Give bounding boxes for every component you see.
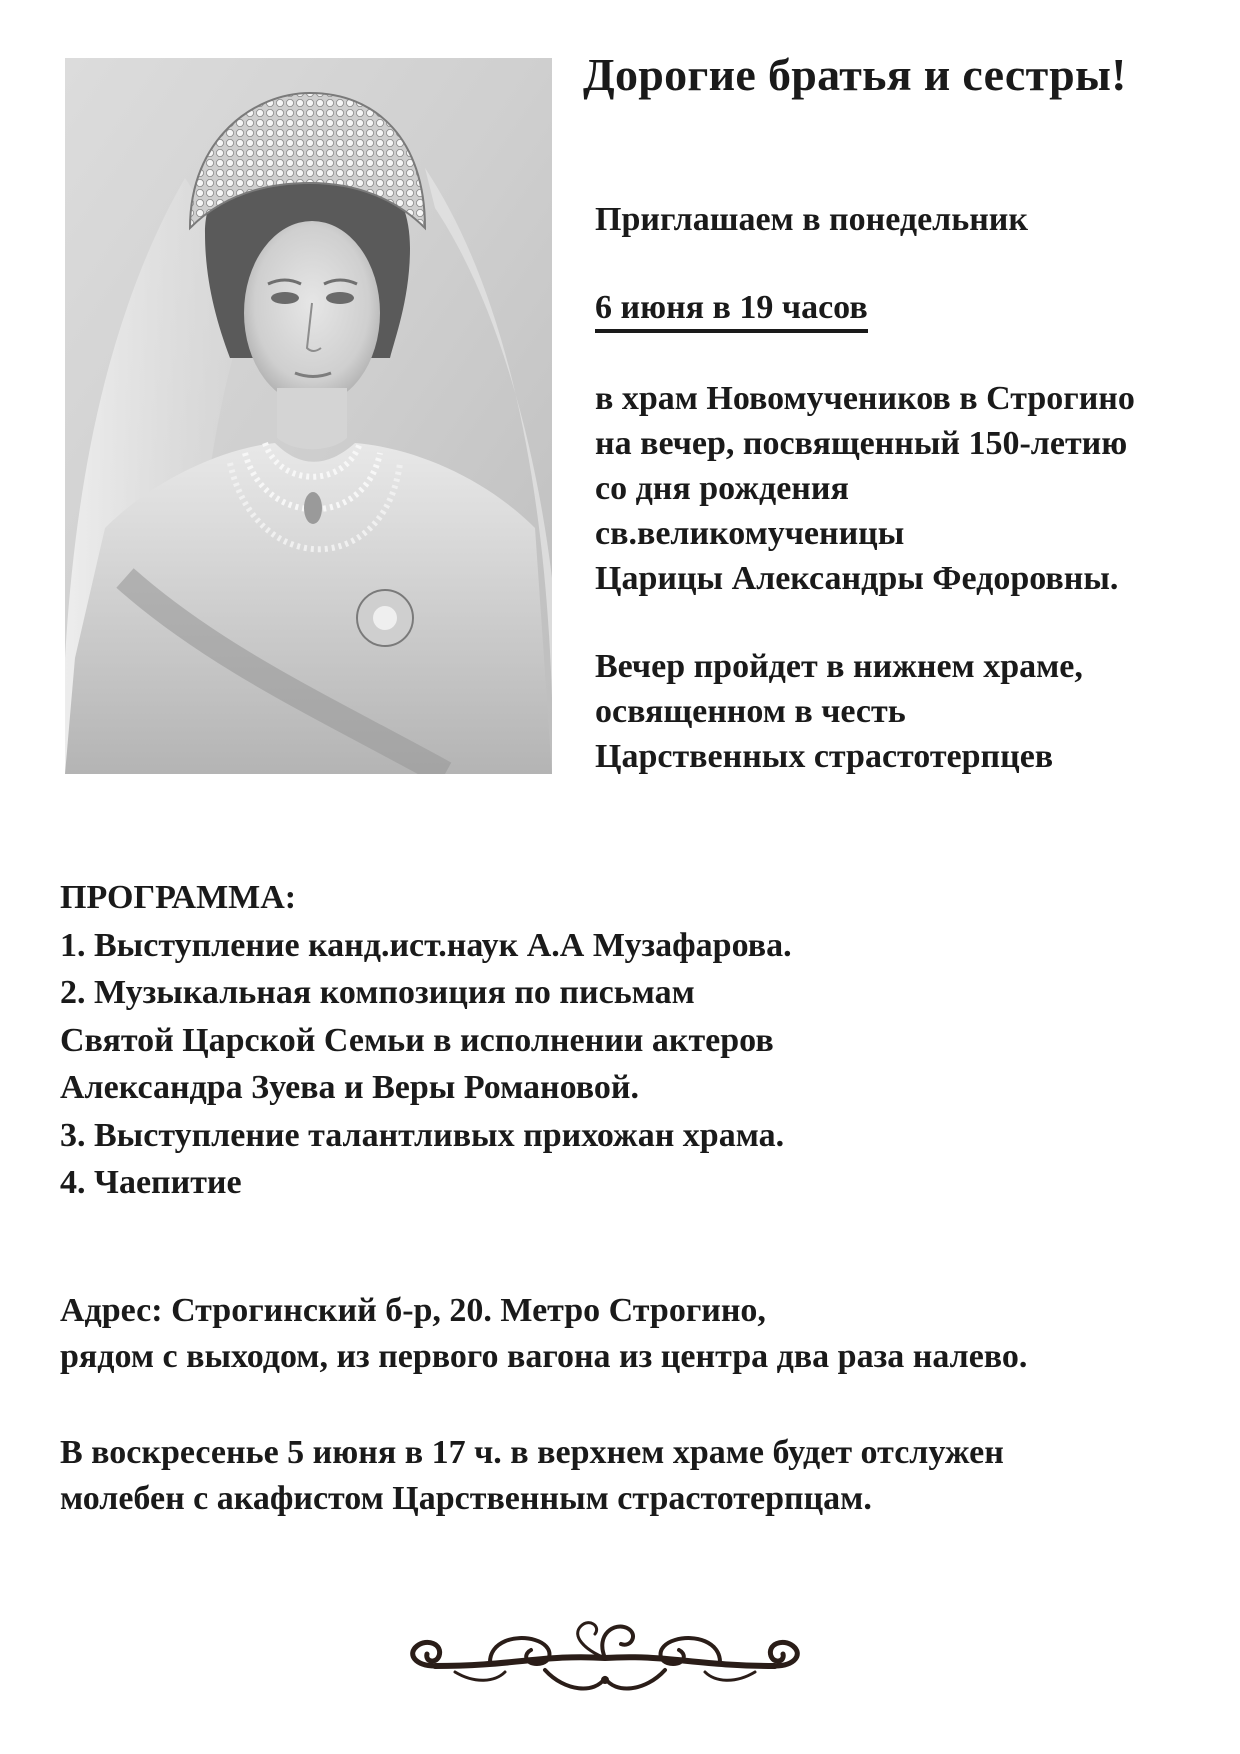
program-item: Александра Зуева и Веры Романовой.: [60, 1069, 639, 1106]
invitation-date: 6 июня в 19 часов: [595, 288, 868, 333]
venue-note-line: Царственных страстотерпцев: [595, 738, 1054, 775]
invitation-detail-line: на вечер, посвященный 150-летию: [595, 425, 1128, 462]
program-heading: ПРОГРАММА:: [60, 879, 297, 916]
program-item: 4. Чаепитие: [60, 1164, 242, 1201]
invitation-lead: Приглашаем в понедельник: [595, 201, 1028, 238]
address-block: [60, 1288, 1220, 1380]
invitation-detail-line: св.великомученицы: [595, 515, 905, 552]
program-item: 3. Выступление талантливых прихожан храма.: [60, 1116, 785, 1154]
invitation-detail-line: Царицы Александры Федоровны.: [595, 560, 1119, 597]
flourish-divider-icon: [395, 1614, 815, 1702]
portrait-photo: [65, 58, 552, 774]
page-title: Дорогие братья и сестры!: [583, 49, 1127, 100]
sunday-notice: [60, 1430, 1220, 1522]
invitation-date-block: [595, 285, 1215, 333]
program-item: 2. Музыкальная композиция по письмам: [60, 974, 695, 1011]
venue-note-line: освященном в честь: [595, 693, 906, 730]
invitation-detail-line: в храм Новомучеников в Строгино: [595, 380, 1135, 417]
invitation-detail-line: со дня рождения: [595, 470, 849, 507]
program-item: 1. Выступление канд.ист.наук А.А Музафарова.: [60, 926, 792, 964]
venue-note-line: Вечер пройдет в нижнем храме,: [595, 648, 1083, 685]
address-line: Адрес: Строгинский б-р, 20. Метро Строгино,: [60, 1292, 766, 1329]
venue-note: [595, 644, 1215, 779]
program-item: Святой Царской Семьи в исполнении актеров: [60, 1021, 774, 1059]
program-section: [60, 874, 1200, 1207]
sunday-notice-line: В воскресенье 5 июня в 17 ч. в верхнем храме будет отслужен: [60, 1434, 1004, 1471]
address-line: рядом с выходом, из первого вагона из центра два раза налево.: [60, 1338, 1028, 1375]
sunday-notice-line: молебен с акафистом Царственным страстотерпцам.: [60, 1480, 872, 1517]
invitation-details: [595, 376, 1215, 601]
